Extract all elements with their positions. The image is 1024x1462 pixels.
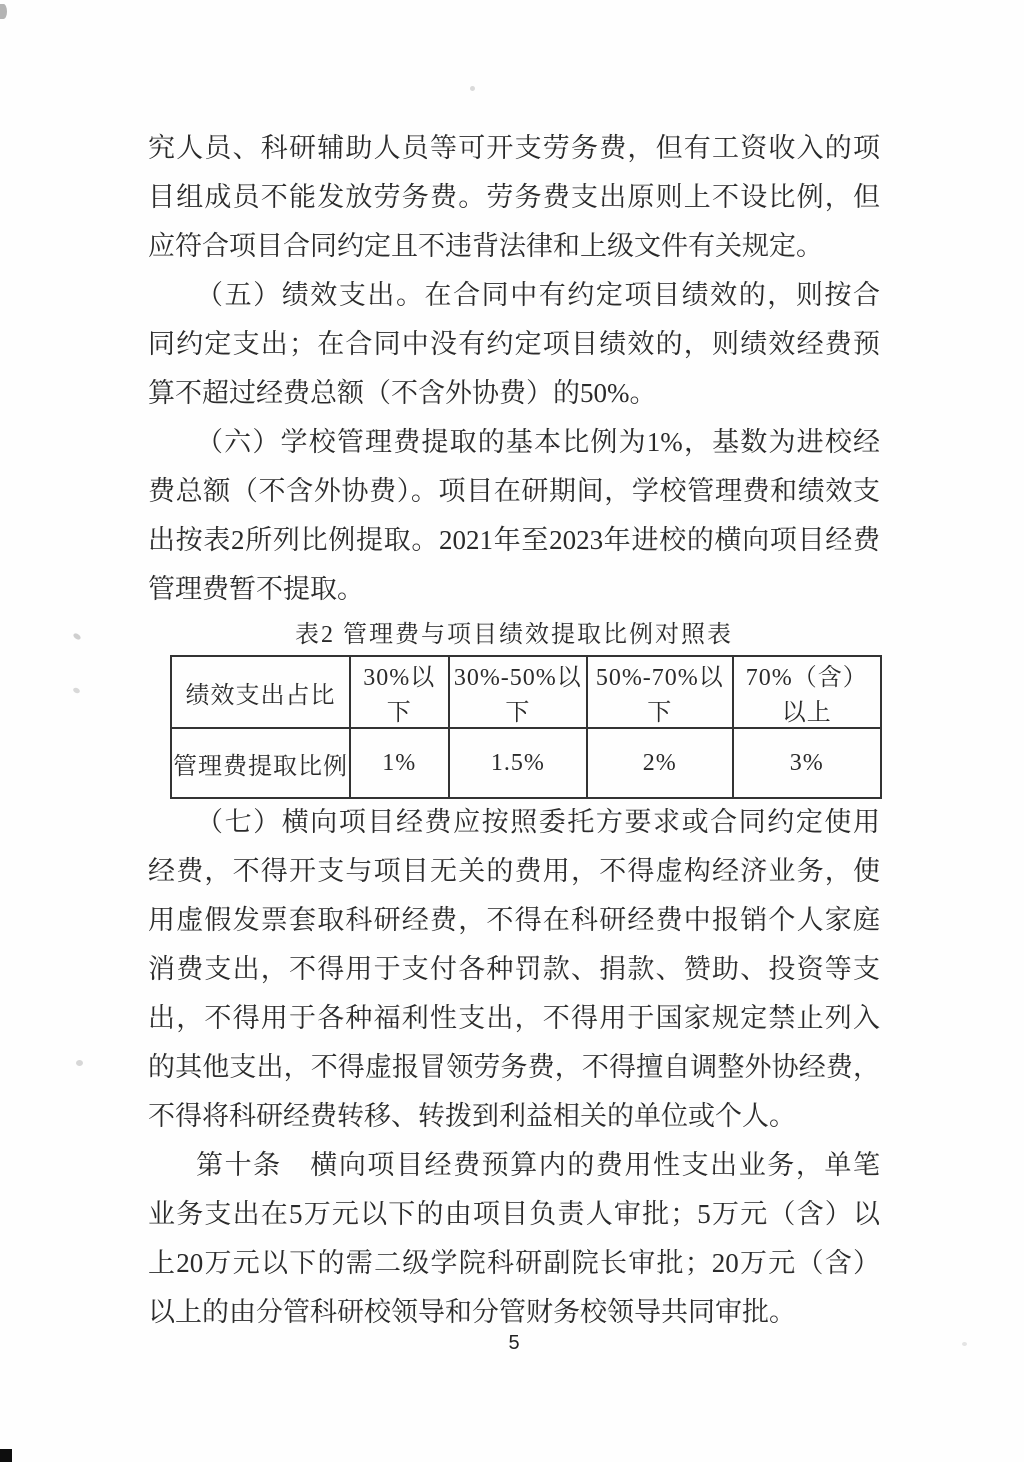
text-line: 业务支出在5万元以下的由项目负责人审批；5万元（含）以 [148,1199,880,1229]
text-line: （七）横向项目经费应按照委托方要求或合同约定使用 [196,807,880,837]
table-header-row [171,656,881,728]
text-line: 不得将科研经费转移、转拨到利益相关的单位或个人。 [148,1101,796,1131]
text-line: 出按表2所列比例提取。2021年至2023年进校的横向项目经费 [148,525,880,555]
table-cell: 1.5% [449,728,587,798]
table-cell: 管理费提取比例 [171,728,350,798]
paragraph-block-upper [148,124,880,614]
text-line: 费总额（不含外协费）。项目在研期间，学校管理费和绩效支 [148,476,880,506]
text-line: 算不超过经费总额（不含外协费）的50%。 [148,378,657,408]
page-number: 5 [508,1332,520,1354]
table-cell: 50%-70%以下 [587,656,733,728]
table-cell: 1% [350,728,449,798]
paragraph-block-lower [148,798,880,1337]
text-line: 经费，不得开支与项目无关的费用，不得虚构经济业务，使 [148,856,880,886]
text-line: 目组成员不能发放劳务费。劳务费支出原则上不设比例，但 [148,182,880,212]
table-cell: 30%以下 [350,656,449,728]
scan-speck [76,1060,83,1066]
table-cell: 70%（含）以上 [733,656,881,728]
text-line: 第十条 横向项目经费预算内的费用性支出业务，单笔 [196,1150,880,1180]
management-fee-ratio-table [170,655,882,799]
text-line: 以上的由分管科研校领导和分管财务校领导共同审批。 [148,1297,796,1327]
text-line: 究人员、科研辅助人员等可开支劳务费，但有工资收入的项 [148,133,880,163]
scan-smudge-top-left [0,4,7,19]
text-line: （五）绩效支出。在合同中有约定项目绩效的，则按合 [196,280,880,310]
table-caption: 表2 管理费与项目绩效提取比例对照表 [295,622,733,648]
scan-speck [962,1342,967,1346]
scan-speck [470,86,475,91]
table-cell: 2% [587,728,733,798]
text-line: 用虚假发票套取科研经费，不得在科研经费中报销个人家庭 [148,905,880,935]
text-line: 管理费暂不提取。 [148,574,364,604]
table-cell: 3% [733,728,881,798]
text-line: 出，不得用于各种福利性支出，不得用于国家规定禁止列入 [148,1003,880,1033]
scan-mark-bottom-left [0,1449,12,1462]
text-line: 应符合项目合同约定且不违背法律和上级文件有关规定。 [148,231,823,261]
text-line: 消费支出，不得用于支付各种罚款、捐款、赞助、投资等支 [148,954,880,984]
text-line: 同约定支出；在合同中没有约定项目绩效的，则绩效经费预 [148,329,880,359]
table-cell: 30%-50%以下 [449,656,587,728]
text-line: （六）学校管理费提取的基本比例为1%，基数为进校经 [196,427,880,457]
table-cell: 绩效支出占比 [171,656,350,728]
table-value-row [171,728,881,798]
text-line: 上20万元以下的需二级学院科研副院长审批；20万元（含） [148,1248,880,1278]
scan-speck [72,632,81,641]
text-line: 的其他支出，不得虚报冒领劳务费，不得擅自调整外协经费， [148,1052,880,1082]
scan-speck [72,687,80,694]
